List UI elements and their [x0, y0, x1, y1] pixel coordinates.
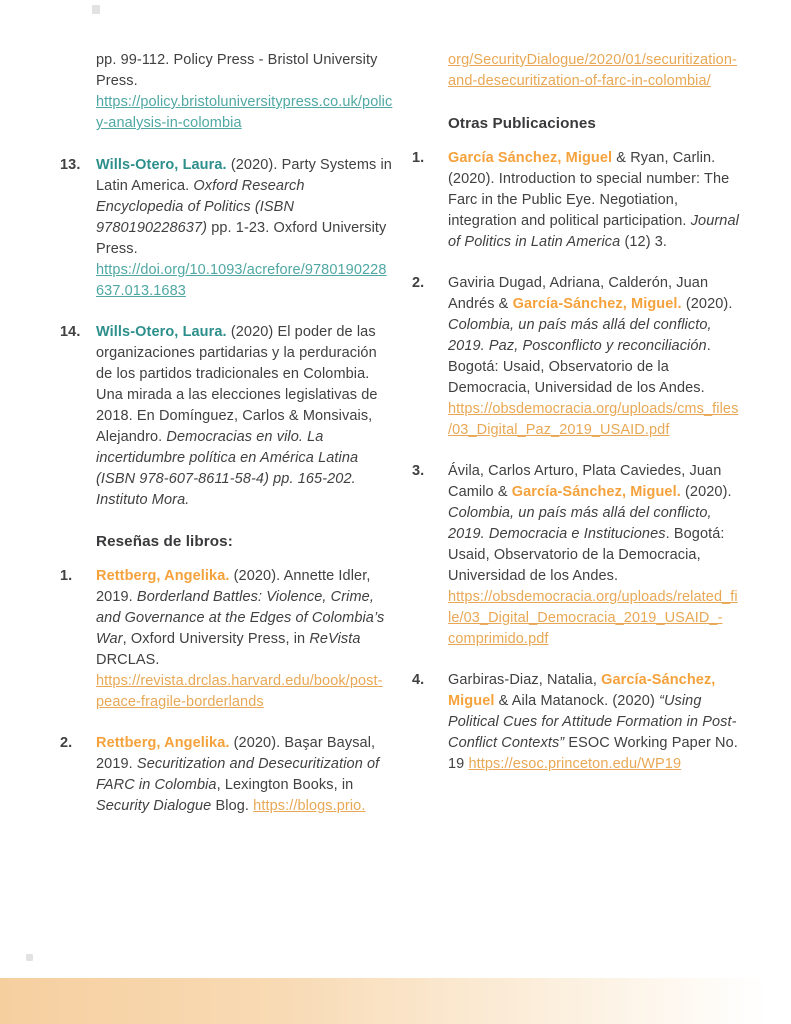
text-segment: . Bogotá: Usaid, Observatorio de la Democracia, Universidad de los Andes. — [448, 338, 711, 396]
review-item-2 — [60, 733, 394, 817]
reference-link[interactable]: https://esoc.princeton.edu/WP19 — [468, 756, 682, 772]
text-segment: Borderland Battles: Violence, Crime, and Governance at the Edges of Colombia’s War — [96, 589, 385, 647]
text-segment: . Bogotá: Usaid, Observatorio de la Democracia, Universidad de los Andes. — [448, 526, 725, 584]
reference-text — [96, 733, 394, 817]
reference-text — [96, 155, 394, 302]
reference-item-13 — [60, 155, 394, 302]
reference-text — [448, 670, 740, 775]
text-segment: García-Sánchez, Miguel. — [511, 484, 681, 500]
text-segment: Colombia, un país más allá del conflicto, 2019. Democracia e Instituciones — [448, 505, 712, 542]
text-segment: (2020) El poder de las organizaciones partidarias y la perduración de los partidos tradicionales en Colombia. Una mirada a las elecciones legislativas de 2018. En Domínguez, Carlos & Monsivais, Alejandro. — [96, 324, 378, 445]
text-segment: Securitization and Desecuritization of FARC in Colombia — [96, 756, 380, 793]
reference-text — [448, 273, 740, 441]
reference-text — [96, 566, 394, 713]
text-segment: “Using Political Cues for Attitude Formation in Post-Conflict Contexts” — [448, 693, 737, 751]
book-reviews-heading: Reseñas de libros: — [96, 533, 233, 550]
text-segment: García-Sánchez, Miguel. — [512, 296, 682, 312]
text-segment: Garbiras-Diaz, Natalia, — [448, 672, 602, 688]
reference-link[interactable]: https://revista.drclas.harvard.edu/book/post-peace-fragile-borderlands — [96, 673, 383, 710]
reference-text — [448, 148, 740, 253]
text-segment: (12) 3. — [620, 234, 668, 250]
reference-continuation — [96, 50, 394, 134]
text-segment: pp. 99-112. Policy Press - Bristol University Press. — [96, 52, 378, 89]
text-segment: , Oxford University Press, in — [122, 631, 310, 647]
text-segment: Security Dialogue — [96, 798, 212, 814]
text-segment: Wills-Otero, Laura. — [96, 324, 227, 340]
text-segment: García-Sánchez, Miguel — [448, 672, 716, 709]
publication-item-3 — [412, 461, 740, 650]
text-segment: Rettberg, Angelika. — [96, 568, 230, 584]
text-segment: (2020). Party Systems in Latin America. — [96, 157, 392, 194]
reference-text — [96, 322, 394, 511]
reference-number: 2. — [412, 275, 425, 291]
text-segment: García Sánchez, Miguel — [448, 150, 613, 166]
text-segment: Wills-Otero, Laura. — [96, 157, 227, 173]
reference-number: 14. — [60, 324, 81, 340]
text-segment: DRCLAS. — [96, 652, 160, 668]
text-segment: & Ryan, Carlin. (2020). Introduction to special number: The Farc in the Public Eye. Negotiation, integration and political participation. — [448, 150, 730, 229]
text-segment: Oxford Research Encyclopedia of Politics (ISBN 9780190228637) — [96, 178, 305, 236]
text-segment: (2020). Başar Baysal, 2019. — [96, 735, 376, 772]
text-segment: Gaviria Dugad, Adriana, Calderón, Juan Andrés & — [448, 275, 709, 312]
right-column — [412, 50, 740, 795]
reference-link[interactable]: https://obsdemocracia.org/uploads/related_file/03_Digital_Democracia_2019_USAID_-comprimido.pdf — [448, 589, 738, 647]
text-segment: Democracias en vilo. La incertidumbre política en América Latina (ISBN 978-607-8611-58-4) pp. 165-202. Instituto Mora. — [96, 429, 359, 508]
text-segment: (2020). — [681, 296, 733, 312]
reference-number: 4. — [412, 672, 425, 688]
text-segment: Blog. — [211, 798, 254, 814]
review-item-1 — [60, 566, 394, 713]
reference-number: 2. — [60, 735, 73, 751]
reference-number: 3. — [412, 463, 425, 479]
publication-item-1 — [412, 148, 740, 253]
other-publications-heading: Otras Publicaciones — [448, 115, 596, 132]
reference-number: 1. — [60, 568, 73, 584]
reference-item-14 — [60, 322, 394, 511]
text-segment: pp. 1-23. Oxford University Press. — [96, 220, 387, 257]
page-artifact-speck-bottom — [26, 954, 33, 961]
text-segment: Journal of Politics in Latin America — [448, 213, 739, 250]
text-segment: , Lexington Books, in — [216, 777, 354, 793]
text-segment: ReVista — [309, 631, 361, 647]
reference-number: 13. — [60, 157, 81, 173]
footer-gradient-bar — [0, 978, 791, 1024]
reference-link[interactable]: https://policy.bristoluniversitypress.co.uk/policy-analysis-in-colombia — [96, 94, 393, 131]
reference-link[interactable]: https://doi.org/10.1093/acrefore/9780190228637.013.1683 — [96, 262, 387, 299]
reference-text — [448, 461, 740, 650]
text-segment: Rettberg, Angelika. — [96, 735, 230, 751]
reference-link[interactable]: https://obsdemocracia.org/uploads/cms_files/03_Digital_Paz_2019_USAID.pdf — [448, 401, 739, 438]
reference-link[interactable]: https://blogs.prio. — [253, 798, 366, 814]
text-segment: (2020). — [680, 484, 732, 500]
text-segment: Colombia, un país más allá del conflicto, 2019. Paz, Posconflicto y reconciliación — [448, 317, 712, 354]
text-segment: & Aila Matanock. (2020) — [494, 693, 660, 709]
reference-continuation — [448, 50, 740, 92]
reference-number: 1. — [412, 150, 425, 166]
text-segment: (2020). Annette Idler, 2019. — [96, 568, 371, 605]
reference-link[interactable]: org/SecurityDialogue/2020/01/securitization-and-desecuritization-of-farc-in-colombia/ — [448, 52, 737, 89]
text-segment: ESOC Working Paper No. 19 — [448, 735, 738, 772]
left-column — [60, 50, 394, 837]
publication-item-2 — [412, 273, 740, 441]
text-segment: Ávila, Carlos Arturo, Plata Caviedes, Juan Camilo & — [448, 463, 722, 500]
publication-item-4 — [412, 670, 740, 775]
page-artifact-speck-top — [92, 5, 100, 14]
